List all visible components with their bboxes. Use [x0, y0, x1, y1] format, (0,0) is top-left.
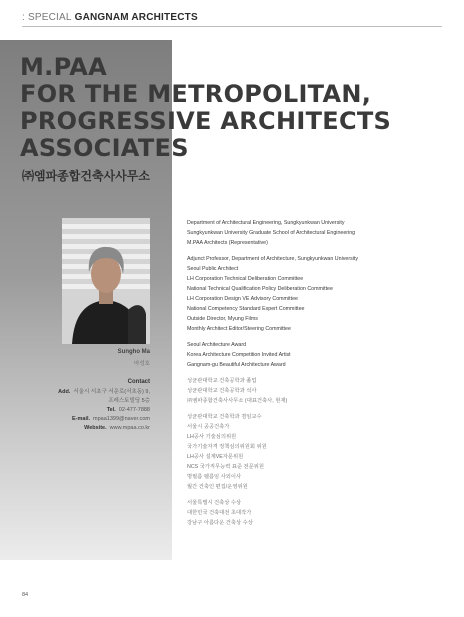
- list-item: Seoul Architecture Award: [187, 342, 247, 348]
- tel-value: 02-477-7888: [118, 407, 150, 413]
- title-line: ASSOCIATES: [20, 134, 189, 162]
- address-line-2: 프레스토빌딩 5층: [108, 398, 150, 404]
- list-item: 국가기술자격 정책심의위원회 위원: [187, 444, 267, 450]
- career-en-awards: [187, 340, 417, 370]
- contact-website: [0, 424, 150, 433]
- website-link[interactable]: www.mpaa.co.kr: [109, 425, 150, 431]
- list-item: LH Corporation Design VE Advisory Committee: [187, 296, 298, 302]
- list-item: NCS 국가직무능력 표준 전문위원: [187, 464, 265, 470]
- portrait-photo: [62, 218, 150, 344]
- website-label: Website.: [84, 425, 107, 431]
- list-item: ㈜엠파종합건축사사무소 (대표건축사, 현재): [187, 398, 288, 404]
- address-label: Add.: [58, 389, 71, 395]
- firm-korean-name: ㈜엠파종합건축사사무소: [22, 169, 150, 183]
- list-item: Gangnam-gu Beautiful Architecture Award: [187, 362, 286, 368]
- contact-block: [0, 378, 150, 433]
- career-en-education: [187, 218, 417, 248]
- list-item: 월간 건축인 편집/운영위원: [187, 484, 248, 490]
- list-item: 서울특별시 건축상 수상: [187, 500, 242, 506]
- title-line: M.PAA: [20, 53, 108, 81]
- list-item: Monthly Architect Editor/Steering Committee: [187, 326, 291, 332]
- list-item: LH공사 설계VE자문위원: [187, 454, 244, 460]
- list-item: 대한민국 건축대전 초대작가: [187, 510, 252, 516]
- list-item: 명필름 펠름임 사외이사: [187, 474, 242, 480]
- contact-heading: Contact: [127, 379, 150, 385]
- list-item: National Technical Qualification Policy Deliberation Committee: [187, 286, 333, 292]
- list-item: 서울시 공공건축가: [187, 424, 230, 430]
- page-number: 84: [22, 592, 29, 598]
- section-label: : SPECIAL: [22, 12, 72, 23]
- profile-name-ko: 마성호: [134, 361, 150, 367]
- list-item: Department of Architectural Engineering, Sungkyunkwan University: [187, 220, 345, 226]
- article-title: [20, 54, 391, 162]
- email-link[interactable]: mpaa1399@naver.com: [93, 416, 150, 422]
- tel-label: Tel.: [106, 407, 116, 413]
- list-item: LH Corporation Technical Deliberation Committee: [187, 276, 304, 282]
- list-item: LH공사 기술심의위원: [187, 434, 237, 440]
- career-ko-education: [187, 376, 417, 406]
- title-line: FOR THE METROPOLITAN,: [20, 80, 372, 108]
- header-rule: [22, 26, 442, 27]
- list-item: Seoul Public Architect: [187, 266, 239, 272]
- contact-email: [0, 415, 150, 424]
- list-item: Adjunct Professor, Department of Architecture, Sungkyunkwan University: [187, 256, 359, 262]
- career-column: [187, 218, 417, 534]
- address-line-1: 서울시 서초구 서운로(서초동) 9,: [73, 389, 150, 395]
- career-ko-awards: [187, 498, 417, 528]
- contact-tel: [0, 406, 150, 415]
- section-title: GANGNAM ARCHITECTS: [74, 12, 198, 23]
- list-item: M.PAA Architects (Representative): [187, 240, 268, 246]
- list-item: Korea Architecture Competition Invited Artist: [187, 352, 291, 358]
- title-line: PROGRESSIVE ARCHITECTS: [20, 107, 392, 135]
- list-item: 성균관대학교 건축학과 겸임교수: [187, 414, 262, 420]
- list-item: 성균관대학교 건축공학과 석사: [187, 388, 257, 394]
- contact-address: [0, 388, 150, 397]
- email-label: E-mail.: [72, 416, 91, 422]
- list-item: 강남구 아름다운 건축상 수상: [187, 520, 253, 526]
- section-header: [22, 12, 198, 23]
- list-item: National Competency Standard Expert Committee: [187, 306, 305, 312]
- career-ko-positions: [187, 412, 417, 492]
- list-item: Outside Director, Myung Films: [187, 316, 258, 322]
- profile-name-en: Sungho Ma: [117, 349, 150, 355]
- list-item: Sungkyunkwan University Graduate School of Architectural Engineering: [187, 230, 356, 236]
- career-en-positions: [187, 254, 417, 334]
- list-item: 성균관대학교 건축공학과 졸업: [187, 378, 257, 384]
